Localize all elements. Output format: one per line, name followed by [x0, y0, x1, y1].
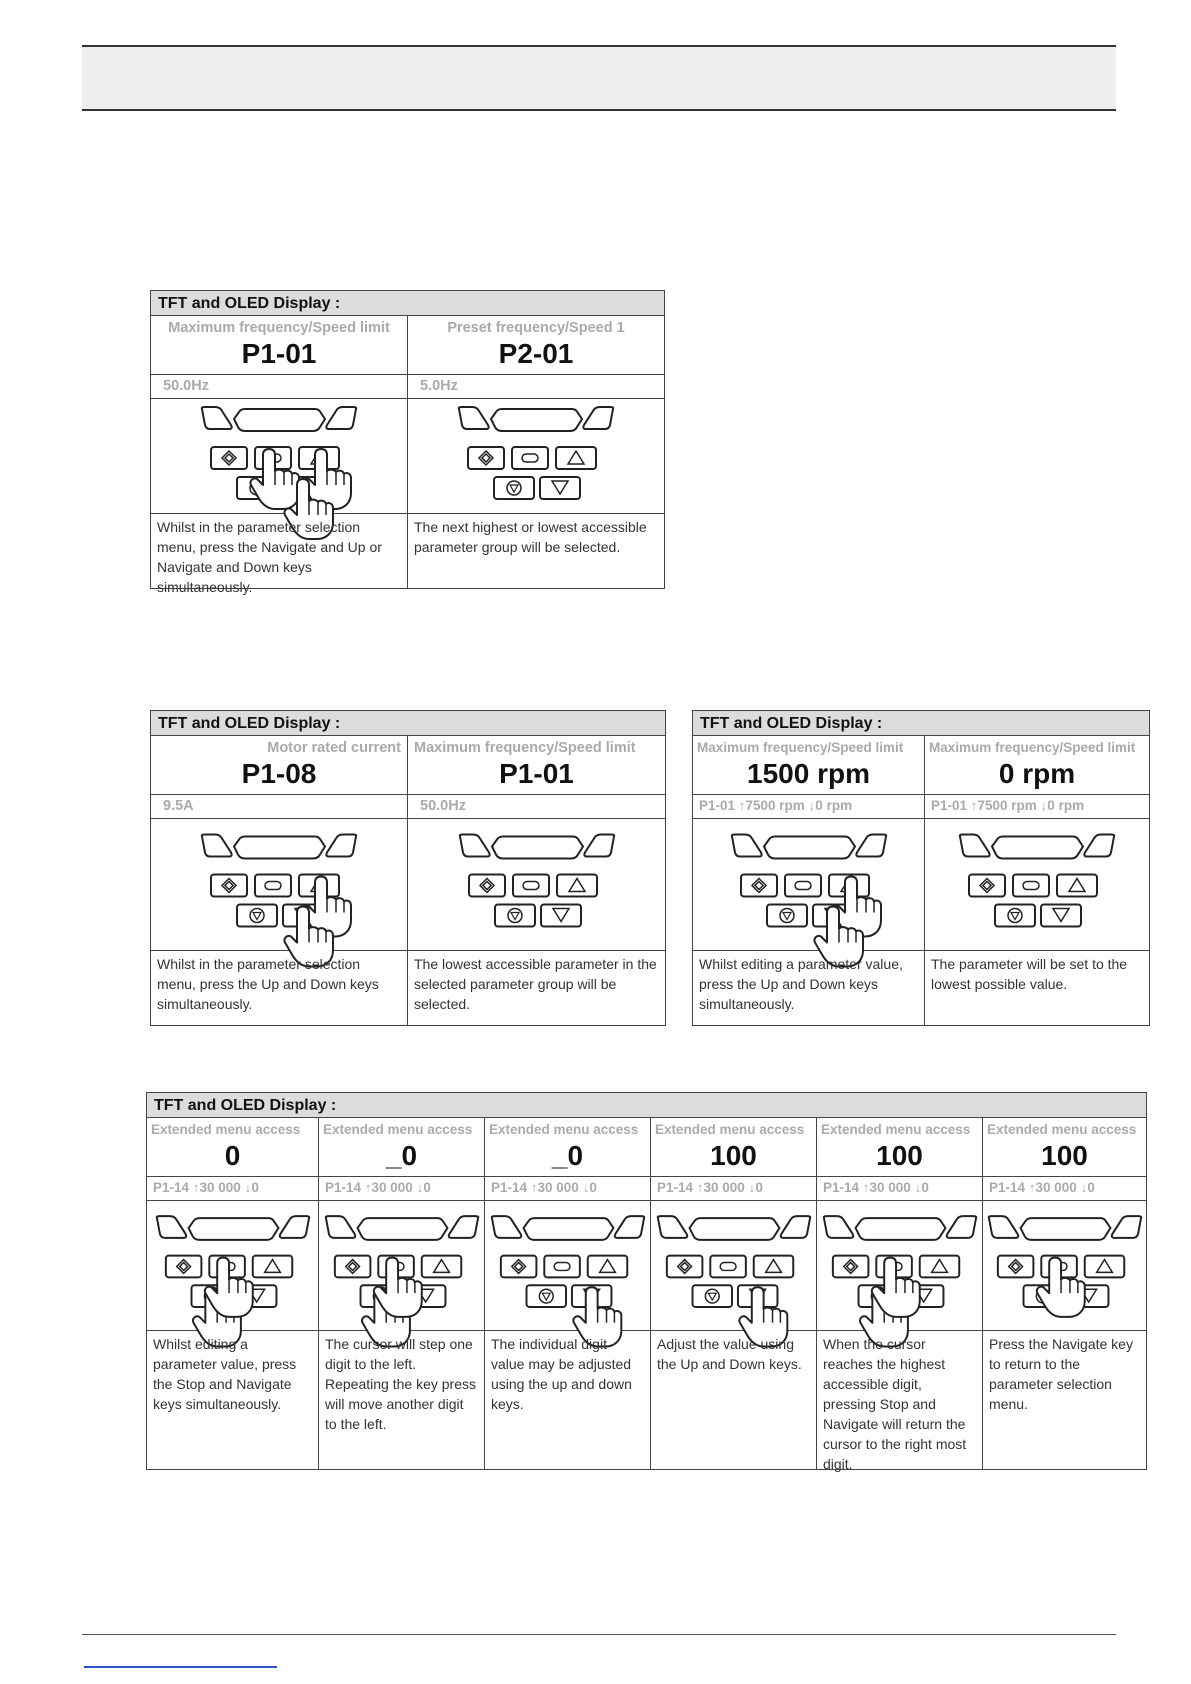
right-soft-key	[1111, 1216, 1140, 1238]
step-column	[693, 736, 924, 1025]
display-panel-2	[150, 710, 666, 1026]
navigate-icon	[522, 454, 538, 462]
parameter-sub-value: P1-14 ↑30 000 ↓0	[651, 1176, 816, 1201]
parameter-value: P1-01	[499, 758, 574, 789]
right-soft-key	[448, 1216, 477, 1238]
left-soft-key	[960, 835, 990, 857]
display-key	[855, 1218, 945, 1240]
step-description: The parameter will be set to the lowest possible value.	[931, 956, 1128, 992]
keypad	[651, 1201, 816, 1331]
parameter-sub-value: P1-14 ↑30 000 ↓0	[817, 1176, 982, 1201]
right-soft-key	[614, 1216, 643, 1238]
step-description: Whilst in the parameter selection menu, press the Up and Down keys simultaneously.	[157, 956, 379, 1012]
left-soft-key	[731, 835, 761, 857]
step-description: Whilst editing a parameter value, press the Up and Down keys simultaneously.	[699, 956, 903, 1012]
right-soft-key	[780, 1216, 809, 1238]
display-key	[188, 1218, 278, 1240]
step-column	[151, 736, 407, 1025]
right-soft-key	[1084, 835, 1114, 857]
panel-title: TFT and OLED Display :	[151, 291, 664, 316]
display-panel-4	[146, 1092, 1147, 1470]
display-key	[234, 409, 325, 431]
parameter-value: 0	[224, 1140, 241, 1171]
parameter-sub-value: 50.0Hz	[408, 794, 665, 819]
keypad	[319, 1201, 484, 1331]
step-description: Whilst editing a parameter value, press the Stop and Navigate keys simultaneously.	[153, 1336, 297, 1412]
left-soft-key	[491, 1216, 520, 1238]
step-description: The lowest accessible parameter in the selected parameter group will be selected.	[414, 956, 657, 1012]
keypad	[408, 819, 665, 951]
navigate-icon	[554, 1263, 570, 1271]
left-soft-key	[459, 835, 489, 857]
parameter-value: 100	[710, 1140, 757, 1171]
parameter-value: 0 rpm	[998, 758, 1076, 789]
display-key	[1020, 1218, 1110, 1240]
step-description: Whilst in the parameter selection menu, press the Navigate and Up or Navigate and Down keys simultaneously.	[157, 519, 382, 595]
parameter-sub-value: P1-01 ↑7500 rpm ↓0 rpm	[693, 794, 924, 819]
display-key	[992, 837, 1083, 859]
step-column	[650, 1118, 816, 1469]
step-column	[147, 1118, 318, 1469]
left-soft-key	[202, 407, 232, 429]
step-description: The cursor will step one digit to the left. Repeating the key press will move another digit to the left.	[325, 1336, 476, 1432]
keypad	[147, 1201, 318, 1331]
parameter-sub-value: P1-14 ↑30 000 ↓0	[983, 1176, 1146, 1201]
display-key	[234, 837, 325, 859]
step-column	[407, 736, 665, 1025]
navigate-icon	[265, 882, 281, 890]
parameter-label: Maximum frequency/Speed limit	[414, 740, 636, 756]
keypad	[983, 1201, 1146, 1331]
left-soft-key	[325, 1216, 354, 1238]
parameter-sub-value: P1-01 ↑7500 rpm ↓0 rpm	[925, 794, 1149, 819]
panel-title: TFT and OLED Display :	[693, 711, 1149, 736]
parameter-value: P2-01	[498, 338, 574, 369]
display-panel-1	[150, 290, 665, 595]
parameter-label: Maximum frequency/Speed limit	[168, 320, 390, 336]
left-soft-key	[988, 1216, 1017, 1238]
parameter-sub-value: 9.5A	[151, 794, 407, 819]
parameter-label: Extended menu access	[987, 1122, 1137, 1137]
parameter-value: 100	[1041, 1140, 1088, 1171]
keypad	[693, 819, 924, 951]
step-description: The individual digit value may be adjusted using the up and down keys.	[491, 1336, 632, 1412]
navigate-icon	[720, 1263, 736, 1271]
display-panel-3	[692, 710, 1150, 1026]
keypad	[408, 399, 664, 514]
display-key	[357, 1218, 447, 1240]
parameter-label: Preset frequency/Speed 1	[447, 320, 625, 336]
parameter-value: _0	[551, 1140, 584, 1171]
parameter-label: Maximum frequency/Speed limit	[697, 740, 904, 755]
parameter-label: Motor rated current	[267, 740, 401, 756]
page-header-band	[82, 45, 1116, 111]
display-key	[491, 409, 582, 431]
keypad	[925, 819, 1149, 951]
navigate-icon	[795, 882, 811, 890]
display-key	[764, 837, 855, 859]
step-column	[484, 1118, 650, 1469]
right-soft-key	[584, 835, 614, 857]
step-column	[318, 1118, 484, 1469]
parameter-label: Extended menu access	[323, 1122, 473, 1137]
parameter-label: Extended menu access	[151, 1122, 301, 1137]
footer-divider	[82, 1634, 1116, 1635]
right-soft-key	[946, 1216, 975, 1238]
parameter-sub-value: P1-14 ↑30 000 ↓0	[485, 1176, 650, 1201]
parameter-label: Extended menu access	[821, 1122, 971, 1137]
keypad	[817, 1201, 982, 1331]
left-soft-key	[202, 835, 232, 857]
keypad	[151, 819, 407, 951]
parameter-label: Extended menu access	[489, 1122, 639, 1137]
panel-title: TFT and OLED Display :	[151, 711, 665, 736]
parameter-label: Extended menu access	[655, 1122, 805, 1137]
left-soft-key	[657, 1216, 686, 1238]
left-soft-key	[459, 407, 489, 429]
step-column	[982, 1118, 1146, 1469]
panel-title: TFT and OLED Display :	[147, 1093, 1146, 1118]
display-key	[523, 1218, 613, 1240]
navigate-icon	[523, 882, 539, 890]
parameter-sub-value: 50.0Hz	[151, 374, 407, 399]
left-soft-key	[156, 1216, 185, 1238]
parameter-value: P1-01	[241, 338, 317, 369]
parameter-label: Maximum frequency/Speed limit	[929, 740, 1136, 755]
step-description: When the cursor reaches the highest accessible digit, pressing Stop and Navigate will return the cursor to the right most digit.	[823, 1336, 967, 1472]
step-column	[924, 736, 1149, 1025]
step-description: Adjust the value using the Up and Down keys.	[657, 1336, 802, 1372]
right-soft-key	[279, 1216, 308, 1238]
step-column	[816, 1118, 982, 1472]
parameter-sub-value: P1-14 ↑30 000 ↓0	[319, 1176, 484, 1201]
right-soft-key	[326, 407, 356, 429]
right-soft-key	[326, 835, 356, 857]
display-key	[689, 1218, 779, 1240]
left-soft-key	[823, 1216, 852, 1238]
keypad	[151, 399, 407, 514]
parameter-sub-value: P1-14 ↑30 000 ↓0	[147, 1176, 318, 1201]
navigate-icon	[1023, 882, 1039, 890]
parameter-value: _0	[385, 1140, 418, 1171]
parameter-value: 100	[876, 1140, 923, 1171]
right-soft-key	[856, 835, 886, 857]
footer-link-underline	[84, 1666, 277, 1668]
step-column	[407, 316, 664, 588]
step-description: Press the Navigate key to return to the parameter selection menu.	[989, 1336, 1133, 1412]
keypad	[485, 1201, 650, 1331]
step-description: The next highest or lowest accessible parameter group will be selected.	[414, 519, 647, 555]
right-soft-key	[583, 407, 613, 429]
parameter-value: P1-08	[241, 758, 317, 789]
step-column	[151, 316, 407, 595]
parameter-value: 1500 rpm	[747, 758, 870, 789]
display-key	[492, 837, 583, 859]
parameter-sub-value: 5.0Hz	[408, 374, 664, 399]
